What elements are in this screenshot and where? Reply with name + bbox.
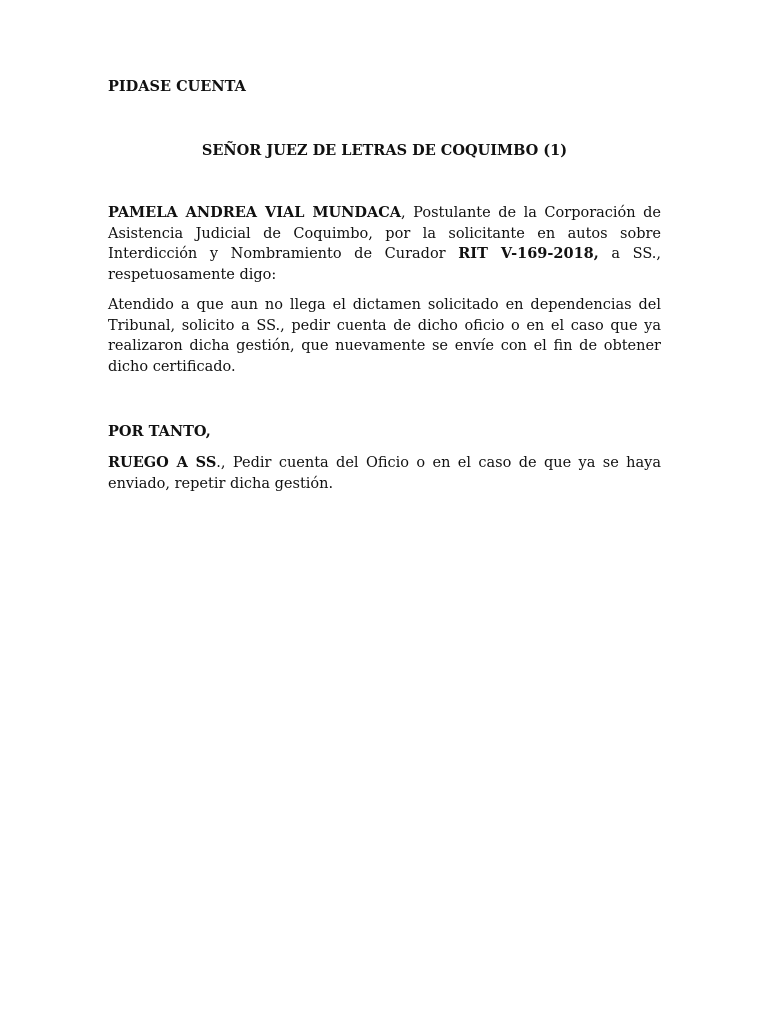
paragraph-petitioner (108, 203, 661, 285)
paragraph-request: Atendido a que aun no llega el dictamen solicitado en dependencias del Tribunal, solicito a SS., pedir cuenta de dicho oficio o en el caso que ya realizaron dicha gestión, que nuevamente se envíe con el fin de obtener dicho certificado. (108, 297, 661, 375)
heading-por-tanto: POR TANTO, (108, 423, 211, 440)
ruego-label: RUEGO A SS (108, 454, 217, 471)
paragraph-ruego (108, 453, 661, 494)
heading-court-address: SEÑOR JUEZ DE LETRAS DE COQUIMBO (1) (201, 142, 568, 159)
case-rit: RIT V-169-2018, (458, 245, 599, 263)
heading-pidase-cuenta: PIDASE CUENTA (108, 78, 246, 95)
petitioner-name: PAMELA ANDREA VIAL MUNDACA (108, 204, 402, 221)
petitioner-text-b: a SS., respetuosamente digo: (108, 246, 661, 283)
ruego-text: ., Pedir cuenta del Oficio o en el caso de que ya se haya enviado, repetir dicha gestión. (108, 455, 662, 492)
petitioner-text-a: , Postulante de la Corporación de Asistencia Judicial de Coquimbo, por la solicitante en autos sobre Interdicción y Nombramiento de Curador (108, 205, 661, 263)
